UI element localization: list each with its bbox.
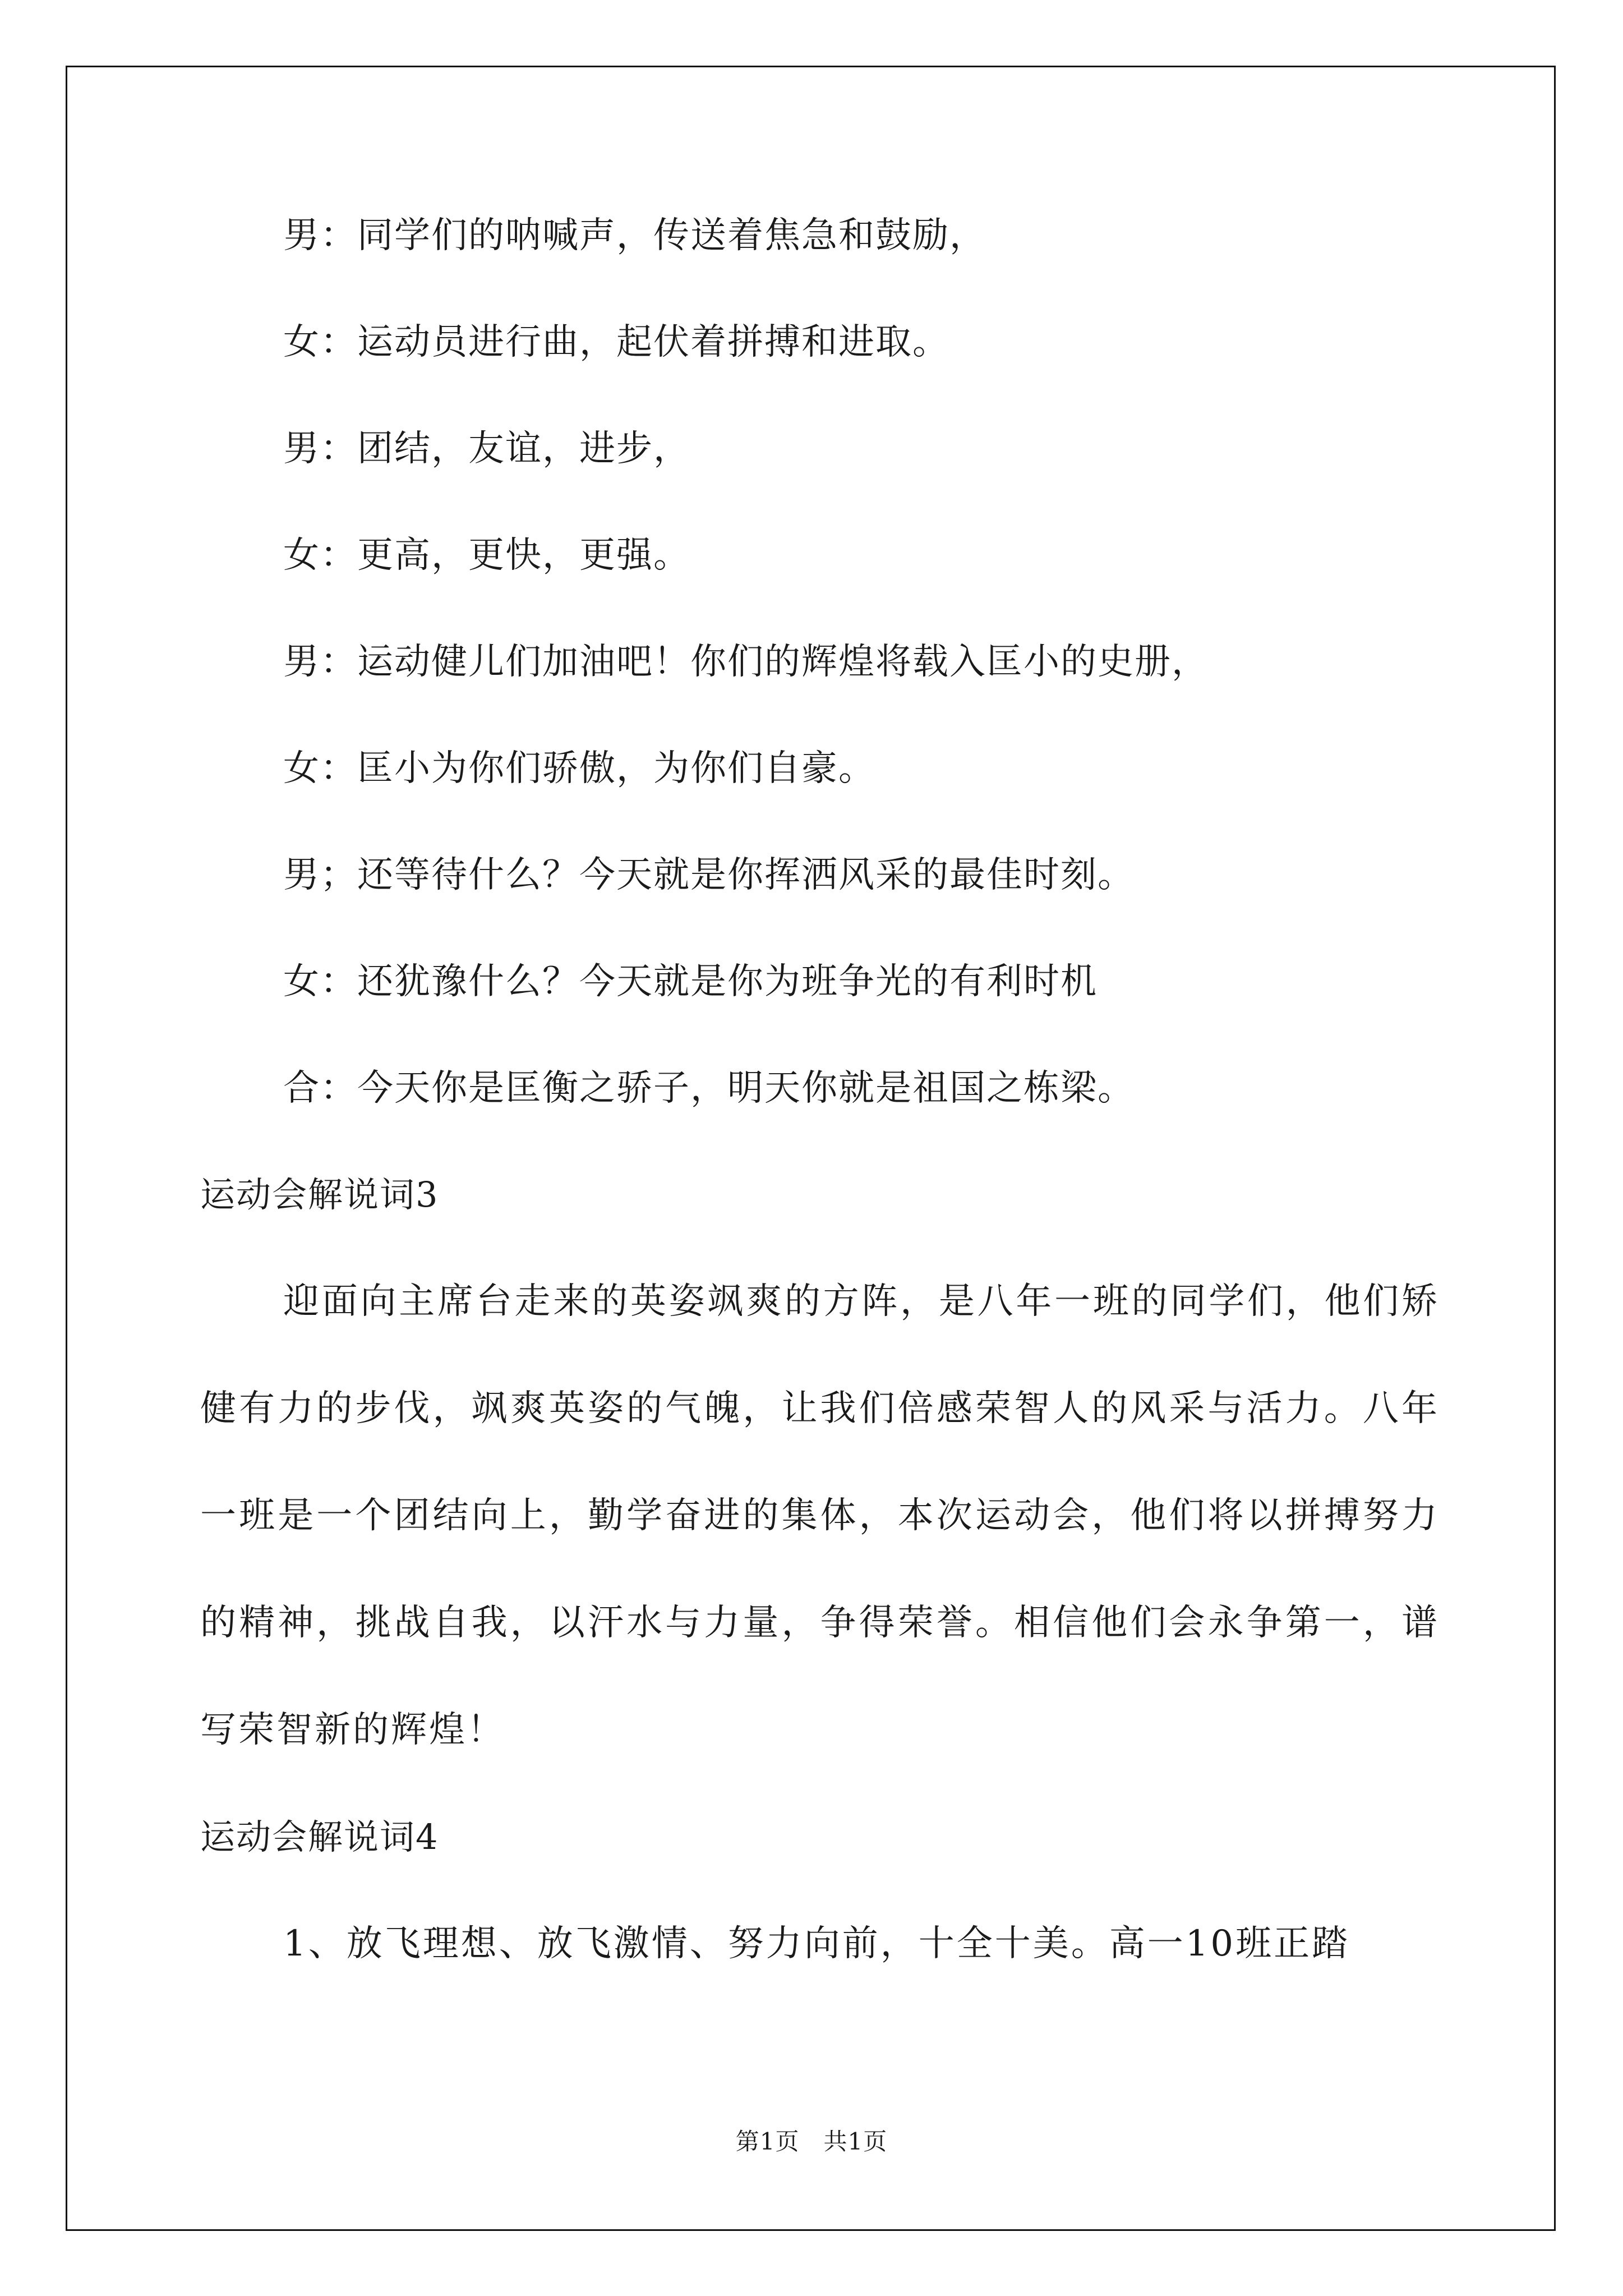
dialogue-line: 女：匡小为你们骄傲，为你们自豪。: [283, 748, 875, 789]
dialogue-line: 女：还犹豫什么？今天就是你为班争光的有利时机: [283, 961, 1098, 1002]
dialogue-line: 女：运动员进行曲，起伏着拼搏和进取。: [283, 321, 949, 363]
section-paragraph-4: 1、放飞理想、放飞激情、努力向前，十全十美。高一10班正踏: [283, 1923, 1350, 1964]
dialogue-line: 男；还等待什么？今天就是你挥洒风采的最佳时刻。: [283, 854, 1135, 896]
dialogue-line: 合：今天你是匡衡之骄子，明天你就是祖国之栋梁。: [283, 1068, 1135, 1109]
dialogue-line: 男：团结，友谊，进步，: [283, 428, 690, 470]
dialogue-line: 男：同学们的呐喊声，传送着焦急和鼓励，: [283, 215, 986, 256]
dialogue-line: 男：运动健儿们加油吧！你们的辉煌将载入匡小的史册，: [283, 641, 1209, 683]
section-heading-4: 运动会解说词4: [200, 1816, 439, 1857]
section-paragraph-3: 迎面向主席台走来的英姿飒爽的方阵，是八年一班的同学们，他们矫健有力的步伐，飒爽英姿的气魄，让我们倍感荣智人的风采与活力。八年一班是一个团结向上，勤学奋进的集体，本次运动会，他们将以拼搏努力的精神，挑战自我，以汗水与力量，争得荣誉。相信他们会永争第一，谱写荣智新的辉煌！: [200, 1281, 1440, 1751]
document-body: [200, 208, 1440, 1998]
page-footer: 第1页 共1页: [735, 2128, 888, 2155]
dialogue-line: 女：更高，更快，更强。: [283, 535, 690, 576]
section-heading-3: 运动会解说词3: [200, 1174, 439, 1215]
